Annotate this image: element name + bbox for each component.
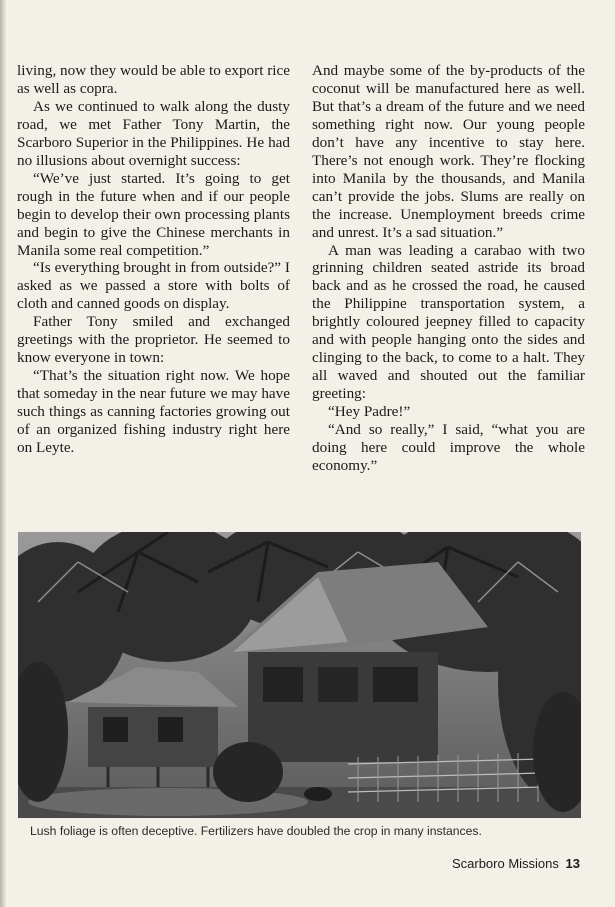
village-photo-illustration bbox=[18, 532, 581, 818]
paragraph: A man was leading a carabao with two grinning children seated astride its broad back and as he crossed the road, he caused the Philippine transportation system, a brightly coloured jeepney filled to capacity and with people hanging onto the sides and clinging to the back, to come to a halt. They all waved and shouted out the familiar greeting: bbox=[312, 241, 585, 403]
paragraph: As we continued to walk along the dusty road, we met Father Tony Martin, the Scarboro Superior in the Philippines. He had no illusions about overnight success: bbox=[17, 97, 290, 169]
page-footer bbox=[452, 856, 580, 871]
paragraph: “That’s the situation right now. We hope that someday in the near future we may have such things as canning factories growing out of an organized fishing industry right here on Leyte. bbox=[17, 367, 290, 457]
paragraph: And maybe some of the by-products of the coconut will be manufactured here as well. But that’s a dream of the future and we need something right now. Our young people don’t have any incentive to stay here. There’s not enough work. They’re flocking into Manila by the thousands, and Manila can’t provide the jobs. Slums are really on the increase. Unemployment breeds crime and unrest. It’s a sad situation.” bbox=[312, 62, 585, 241]
article-body bbox=[17, 62, 585, 512]
paragraph: “We’ve just started. It’s going to get rough in the future when and if our people begin to develop their own processing plants and begin to give the Chinese merchants in Manila some real competition.” bbox=[17, 169, 290, 259]
article-column-left bbox=[17, 62, 290, 512]
page-spine-shadow bbox=[0, 0, 6, 907]
paragraph: “Is everything brought in from outside?” I asked as we passed a store with bolts of cloth and canned goods on display. bbox=[17, 259, 290, 313]
publication-name: Scarboro Missions bbox=[451, 856, 559, 871]
paragraph: “And so really,” I said, “what you are doing here could improve the whole economy.” bbox=[312, 421, 585, 474]
paragraph: living, now they would be able to export rice as well as copra. bbox=[17, 62, 290, 97]
village-photo bbox=[18, 532, 581, 818]
paragraph: Father Tony smiled and exchanged greetings with the proprietor. He seemed to know everyone in town: bbox=[17, 313, 290, 367]
photo-caption: Lush foliage is often deceptive. Fertilizers have doubled the crop in many instances. bbox=[30, 824, 482, 838]
page-number: 13 bbox=[565, 856, 580, 871]
article-column-right bbox=[312, 62, 585, 512]
paragraph: “Hey Padre!” bbox=[328, 403, 411, 421]
